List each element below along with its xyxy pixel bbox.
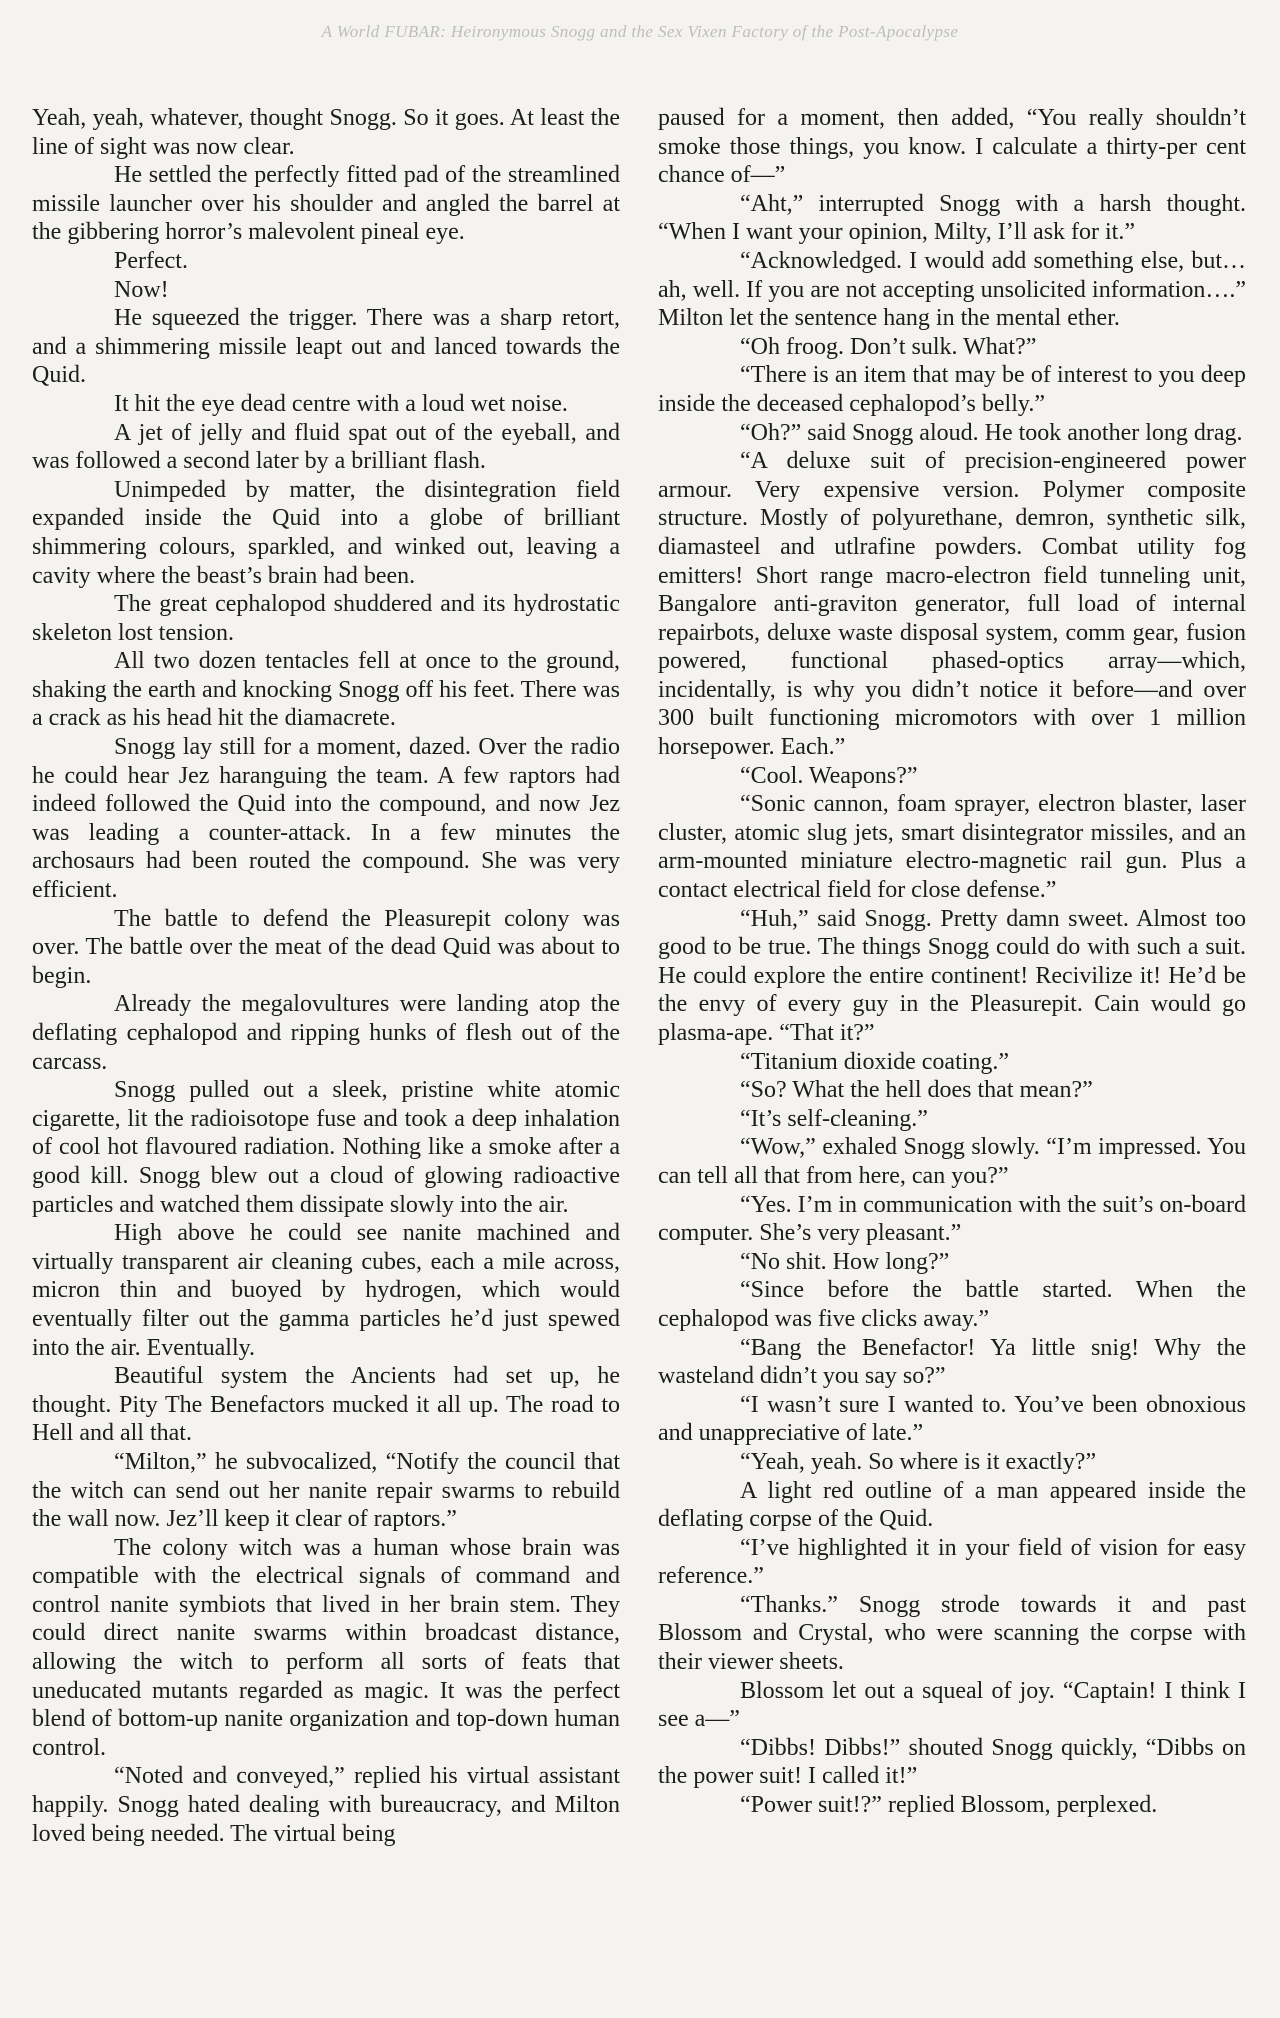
paragraph: Snogg pulled out a sleek, pristine white atomic cigarette, lit the radioisotope fuse and took a deep inhalation of cool hot flavoured radiation. Nothing like a smoke after a good kill. Snogg blew out a cloud of glowing radioactive particles and watched them dissipate slowly into the air. <box>32 1077 620 1218</box>
paragraph: “It’s self-cleaning.” <box>740 1105 928 1132</box>
paragraph: “Huh,” said Snogg. Pretty damn sweet. Almost too good to be true. The things Snogg could do with such a suit. He could explore the entire continent! Recivilize it! He’d be the envy of every guy in the Pleasurepit. Cain would go plasma-ape. “That it?” <box>658 905 1246 1046</box>
paragraph: Already the megalovultures were landing atop the deflating cephalopod and ripping hunks of flesh out of the carcass. <box>32 991 620 1075</box>
paragraph: “Thanks.” Snogg strode towards it and past Blossom and Crystal, who were scanning the corpse with their viewer sheets. <box>658 1591 1246 1676</box>
paragraph: paused for a moment, then added, “You really shouldn’t smoke those things, you know. I calculate a thirty-per cent chance of—” <box>658 105 1246 189</box>
left-column <box>32 104 620 1848</box>
paragraph: “Dibbs! Dibbs!” shouted Snogg quickly, “Dibbs on the power suit! I called it!” <box>658 1734 1246 1790</box>
paragraph: He squeezed the trigger. There was a sharp retort, and a shimmering missile leapt out and lanced towards the Quid. <box>32 305 620 389</box>
paragraph: “Cool. Weapons?” <box>740 762 918 789</box>
paragraph: Yeah, yeah, whatever, thought Snogg. So it goes. At least the line of sight was now clear. <box>32 105 620 160</box>
paragraph: A light red outline of a man appeared inside the deflating corpse of the Quid. <box>658 1477 1246 1533</box>
paragraph: Beautiful system the Ancients had set up, he thought. Pity The Benefactors mucked it all up. The road to Hell and all that. <box>32 1363 620 1447</box>
paragraph: “Wow,” exhaled Snogg slowly. “I’m impressed. You can tell all that from here, can you?” <box>658 1134 1246 1189</box>
paragraph: “Aht,” interrupted Snogg with a harsh thought. “When I want your opinion, Milty, I’ll ask for it.” <box>658 190 1246 246</box>
paragraph: High above he could see nanite machined and virtually transparent air cleaning cubes, each a mile across, micron thin and buoyed by hydrogen, which would eventually filter out the gamma particles he’d just spewed into the air. Eventually. <box>32 1220 620 1361</box>
paragraph: “Since before the battle started. When the cephalopod was five clicks away.” <box>658 1277 1246 1332</box>
paragraph: It hit the eye dead centre with a loud wet noise. <box>114 390 568 417</box>
right-column <box>658 104 1246 1820</box>
paragraph: “So? What the hell does that mean?” <box>740 1077 1093 1104</box>
paragraph: “Power suit!?” replied Blossom, perplexed. <box>740 1792 1158 1819</box>
paragraph: “Yes. I’m in communication with the suit’s on-board computer. She’s very pleasant.” <box>658 1191 1246 1247</box>
paragraph: “Oh froog. Don’t sulk. What?” <box>740 333 1037 360</box>
paragraph: Now! <box>114 276 169 303</box>
paragraph: Unimpeded by matter, the disintegration field expanded inside the Quid into a globe of brilliant shimmering colours, sparkled, and winked out, leaving a cavity where the beast’s brain had been. <box>32 476 620 589</box>
paragraph: “Milton,” he subvocalized, “Notify the council that the witch can send out her nanite repair swarms to rebuild the wall now. Jez’ll keep it clear of raptors.” <box>32 1448 620 1533</box>
paragraph: The colony witch was a human whose brain was compatible with the electrical signals of command and control nanite symbiots that lived in her brain stem. They could direct nanite swarms within broadcast distance, allowing the witch to perform all sorts of feats that uneducated mutants regarded as magic. It was the perfect blend of bottom-up nanite organization and top-down human control. <box>32 1534 620 1761</box>
paragraph: “Oh?” said Snogg aloud. He took another long drag. <box>740 419 1243 446</box>
paragraph: “I’ve highlighted it in your field of vision for easy reference.” <box>658 1534 1246 1590</box>
paragraph: “Yeah, yeah. So where is it exactly?” <box>740 1448 1097 1475</box>
paragraph: “A deluxe suit of precision-engineered power armour. Very expensive version. Polymer composite structure. Mostly of polyurethane, demron, synthetic silk, diamasteel and utlrafine powders. Combat utility fog emitters! Short range macro-electron field tunneling unit, Bangalore anti-graviton generator, full load of internal repairbots, deluxe waste disposal system, comm gear, fusion powered, functional phased-optics array—which, incidentally, is why you didn’t notice it before—and over 300 built functioning micromotors with over 1 million horsepower. Each.” <box>658 448 1246 761</box>
paragraph: The great cephalopod shuddered and its hydrostatic skeleton lost tension. <box>32 591 620 646</box>
paragraph: He settled the perfectly fitted pad of the streamlined missile launcher over his shoulder and angled the barrel at the gibbering horror’s malevolent pineal eye. <box>32 162 620 246</box>
paragraph: The battle to defend the Pleasurepit colony was over. The battle over the meat of the dead Quid was about to begin. <box>32 905 620 989</box>
paragraph: Snogg lay still for a moment, dazed. Over the radio he could hear Jez haranguing the team. A few raptors had indeed followed the Quid into the compound, and now Jez was leading a counter-attack. In a few minutes the archosaurs had been routed the compound. She was very efficient. <box>32 734 620 904</box>
running-head: A World FUBAR: Heironymous Snogg and the Sex Vixen Factory of the Post-Apocalypse <box>321 22 959 41</box>
paragraph: “No shit. How long?” <box>740 1248 950 1275</box>
paragraph: “I wasn’t sure I wanted to. You’ve been obnoxious and unappreciative of late.” <box>658 1391 1246 1447</box>
paragraph: Perfect. <box>114 247 188 274</box>
paragraph: “There is an item that may be of interest to you deep inside the deceased cephalopod’s belly.” <box>658 362 1246 417</box>
paragraph: A jet of jelly and fluid spat out of the eyeball, and was followed a second later by a brilliant flash. <box>32 419 620 475</box>
paragraph: “Bang the Benefactor! Ya little snig! Why the wasteland didn’t you say so?” <box>658 1334 1246 1390</box>
paragraph: “Sonic cannon, foam sprayer, electron blaster, laser cluster, atomic slug jets, smart disintegrator missiles, and an arm-mounted miniature electro-magnetic rail gun. Plus a contact electrical field for close defense.” <box>658 791 1246 904</box>
paragraph: “Noted and conveyed,” replied his virtual assistant happily. Snogg hated dealing with bureaucracy, and Milton loved being needed. The virtual being <box>32 1763 620 1847</box>
paragraph: All two dozen tentacles fell at once to the ground, shaking the earth and knocking Snogg off his feet. There was a crack as his head hit the diamacrete. <box>32 648 620 732</box>
paragraph: “Titanium dioxide coating.” <box>740 1048 1010 1075</box>
paragraph: Blossom let out a squeal of joy. “Captain! I think I see a—” <box>658 1677 1246 1733</box>
paragraph: “Acknowledged. I would add something else, but… ah, well. If you are not accepting unsolicited information….” Milton let the sentence hang in the mental ether. <box>658 247 1246 332</box>
